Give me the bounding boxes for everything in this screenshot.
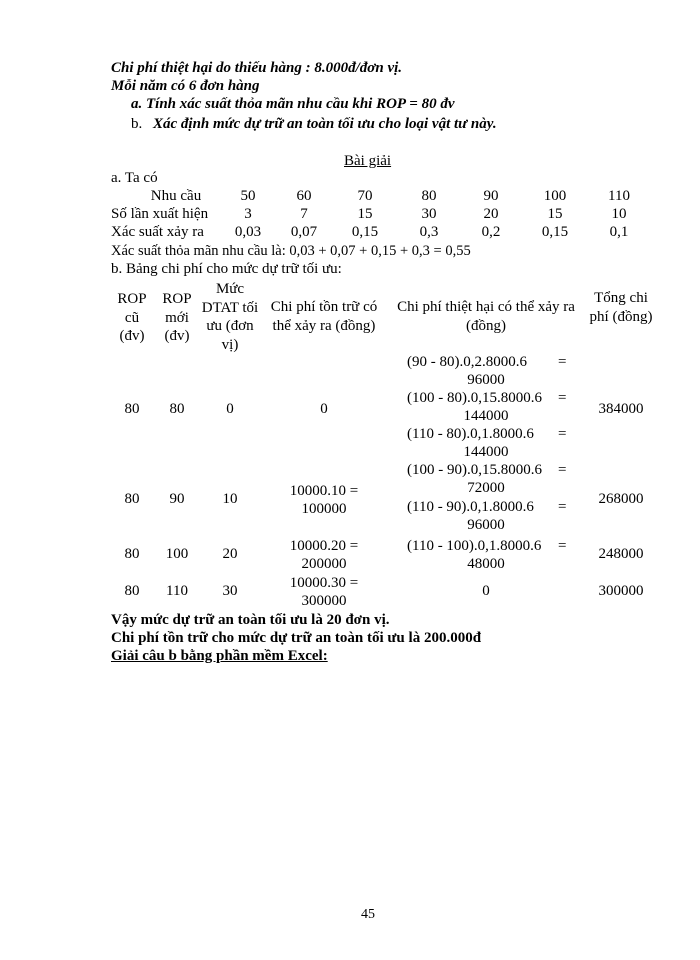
row1-shortage-eq: =: [558, 354, 567, 370]
occurrence-value: 7: [300, 206, 308, 222]
probability-value: 0,07: [290, 224, 318, 240]
occurrence-value: 10: [611, 206, 627, 222]
occurrence-value: 30: [421, 206, 437, 222]
probability-value: 0,15: [541, 224, 569, 240]
row3-shortage-result: 48000: [467, 556, 505, 572]
demand-value: 50: [240, 188, 256, 204]
question-b-letter: b.: [131, 116, 143, 132]
header-rop-new: ROP mới (đv): [162, 291, 192, 344]
row-label-occurrences: Số lần xuất hiện: [111, 206, 209, 222]
row3-rop-new: 100: [165, 546, 189, 562]
demand-value: 100: [543, 188, 567, 204]
part-a-label: a. Ta có: [111, 170, 158, 186]
probability-value: 0,3: [419, 224, 439, 240]
probability-value: 0,15: [351, 224, 379, 240]
row3-holding-result: 200000: [301, 556, 347, 572]
occurrence-value: 3: [244, 206, 252, 222]
header-total-cost: Tổng chi phí (đồng): [589, 290, 653, 325]
demand-value: 80: [421, 188, 437, 204]
row2-total: 268000: [598, 491, 644, 507]
conclusion-holding-cost: Chi phí tồn trữ cho mức dự trữ an toàn tối ưu là 200.000đ: [111, 630, 482, 646]
row4-rop-new: 110: [166, 583, 188, 599]
occurrence-value: 15: [357, 206, 373, 222]
row1-shortage-expr: (90 - 80).0,2.8000.6: [407, 354, 527, 370]
row1-shortage-eq: =: [558, 426, 567, 442]
demand-value: 110: [608, 188, 630, 204]
occurrence-value: 20: [483, 206, 499, 222]
row1-total: 384000: [598, 401, 644, 417]
part-b-label: b. Bảng chi phí cho mức dự trữ tối ưu:: [111, 261, 342, 277]
row4-safety: 30: [222, 583, 238, 599]
excel-heading: Giải câu b bằng phần mềm Excel:: [111, 648, 328, 664]
solution-title: Bài giải: [344, 153, 392, 169]
probability-value: 0,1: [609, 224, 629, 240]
row2-shortage-result: 96000: [467, 517, 505, 533]
occurrence-value: 15: [547, 206, 563, 222]
demand-value: 60: [296, 188, 312, 204]
row2-shortage-eq: =: [558, 462, 567, 478]
row1-shortage-result: 144000: [463, 444, 509, 460]
row1-shortage-result: 96000: [467, 372, 505, 388]
header-line-shortage-cost: Chi phí thiệt hại do thiếu hàng : 8.000đ/đơn vị.: [111, 60, 403, 76]
row1-safety: 0: [226, 401, 234, 417]
row3-rop-old: 80: [124, 546, 140, 562]
row2-holding-formula: 10000.10 =: [289, 483, 359, 499]
probability-value: 0,03: [234, 224, 262, 240]
row4-rop-old: 80: [124, 583, 140, 599]
row3-shortage-expr: (110 - 100).0,1.8000.6: [407, 538, 542, 554]
row2-rop-new: 90: [169, 491, 185, 507]
row2-safety: 10: [222, 491, 238, 507]
row-label-demand: Nhu cầu: [150, 188, 202, 204]
row-label-probability: Xác suất xảy ra: [111, 224, 204, 240]
demand-value: 90: [483, 188, 499, 204]
row2-shortage-expr: (100 - 90).0,15.8000.6: [407, 462, 542, 478]
demand-value: 70: [357, 188, 373, 204]
row3-total: 248000: [598, 546, 644, 562]
row1-holding: 0: [320, 401, 328, 417]
question-a: a. Tính xác suất thỏa mãn nhu cầu khi ROP = 80 đv: [131, 96, 455, 112]
row2-holding-result: 100000: [301, 501, 347, 517]
row4-holding-result: 300000: [301, 593, 347, 609]
question-b: Xác định mức dự trữ an toàn tối ưu cho loại vật tư này.: [153, 116, 497, 132]
row1-rop-old: 80: [124, 401, 140, 417]
row3-shortage-eq: =: [558, 538, 567, 554]
row1-shortage-expr: (100 - 80).0,15.8000.6: [407, 390, 542, 406]
row4-shortage: 0: [482, 583, 490, 599]
row1-rop-new: 80: [169, 401, 185, 417]
row3-holding-formula: 10000.20 =: [289, 538, 359, 554]
row2-shortage-eq: =: [558, 499, 567, 515]
row2-shortage-result: 72000: [467, 480, 505, 496]
row1-shortage-eq: =: [558, 390, 567, 406]
header-safety-stock: Mức DTAT tối ưu (đơn vị): [201, 281, 259, 353]
row2-shortage-expr: (110 - 90).0,1.8000.6: [407, 499, 534, 515]
page-number: 45: [361, 907, 375, 922]
row1-shortage-expr: (110 - 80).0,1.8000.6: [407, 426, 534, 442]
row4-total: 300000: [598, 583, 644, 599]
header-rop-old: ROP cũ (đv): [117, 291, 147, 344]
probability-result: Xác suất thỏa mãn nhu cầu là: 0,03 + 0,07 + 0,15 + 0,3 = 0,55: [111, 243, 471, 259]
row3-safety: 20: [222, 546, 238, 562]
header-line-orders: Mỗi năm có 6 đơn hàng: [111, 78, 260, 94]
row1-shortage-result: 144000: [463, 408, 509, 424]
header-holding-cost: Chi phí tồn trữ có thể xảy ra (đồng): [270, 299, 378, 334]
row4-holding-formula: 10000.30 =: [289, 575, 359, 591]
probability-value: 0,2: [481, 224, 501, 240]
conclusion-safety-stock: Vậy mức dự trữ an toàn tối ưu là 20 đơn vị.: [111, 612, 390, 628]
header-shortage-cost: Chi phí thiệt hại có thể xảy ra (đồng): [397, 299, 575, 334]
row2-rop-old: 80: [124, 491, 140, 507]
